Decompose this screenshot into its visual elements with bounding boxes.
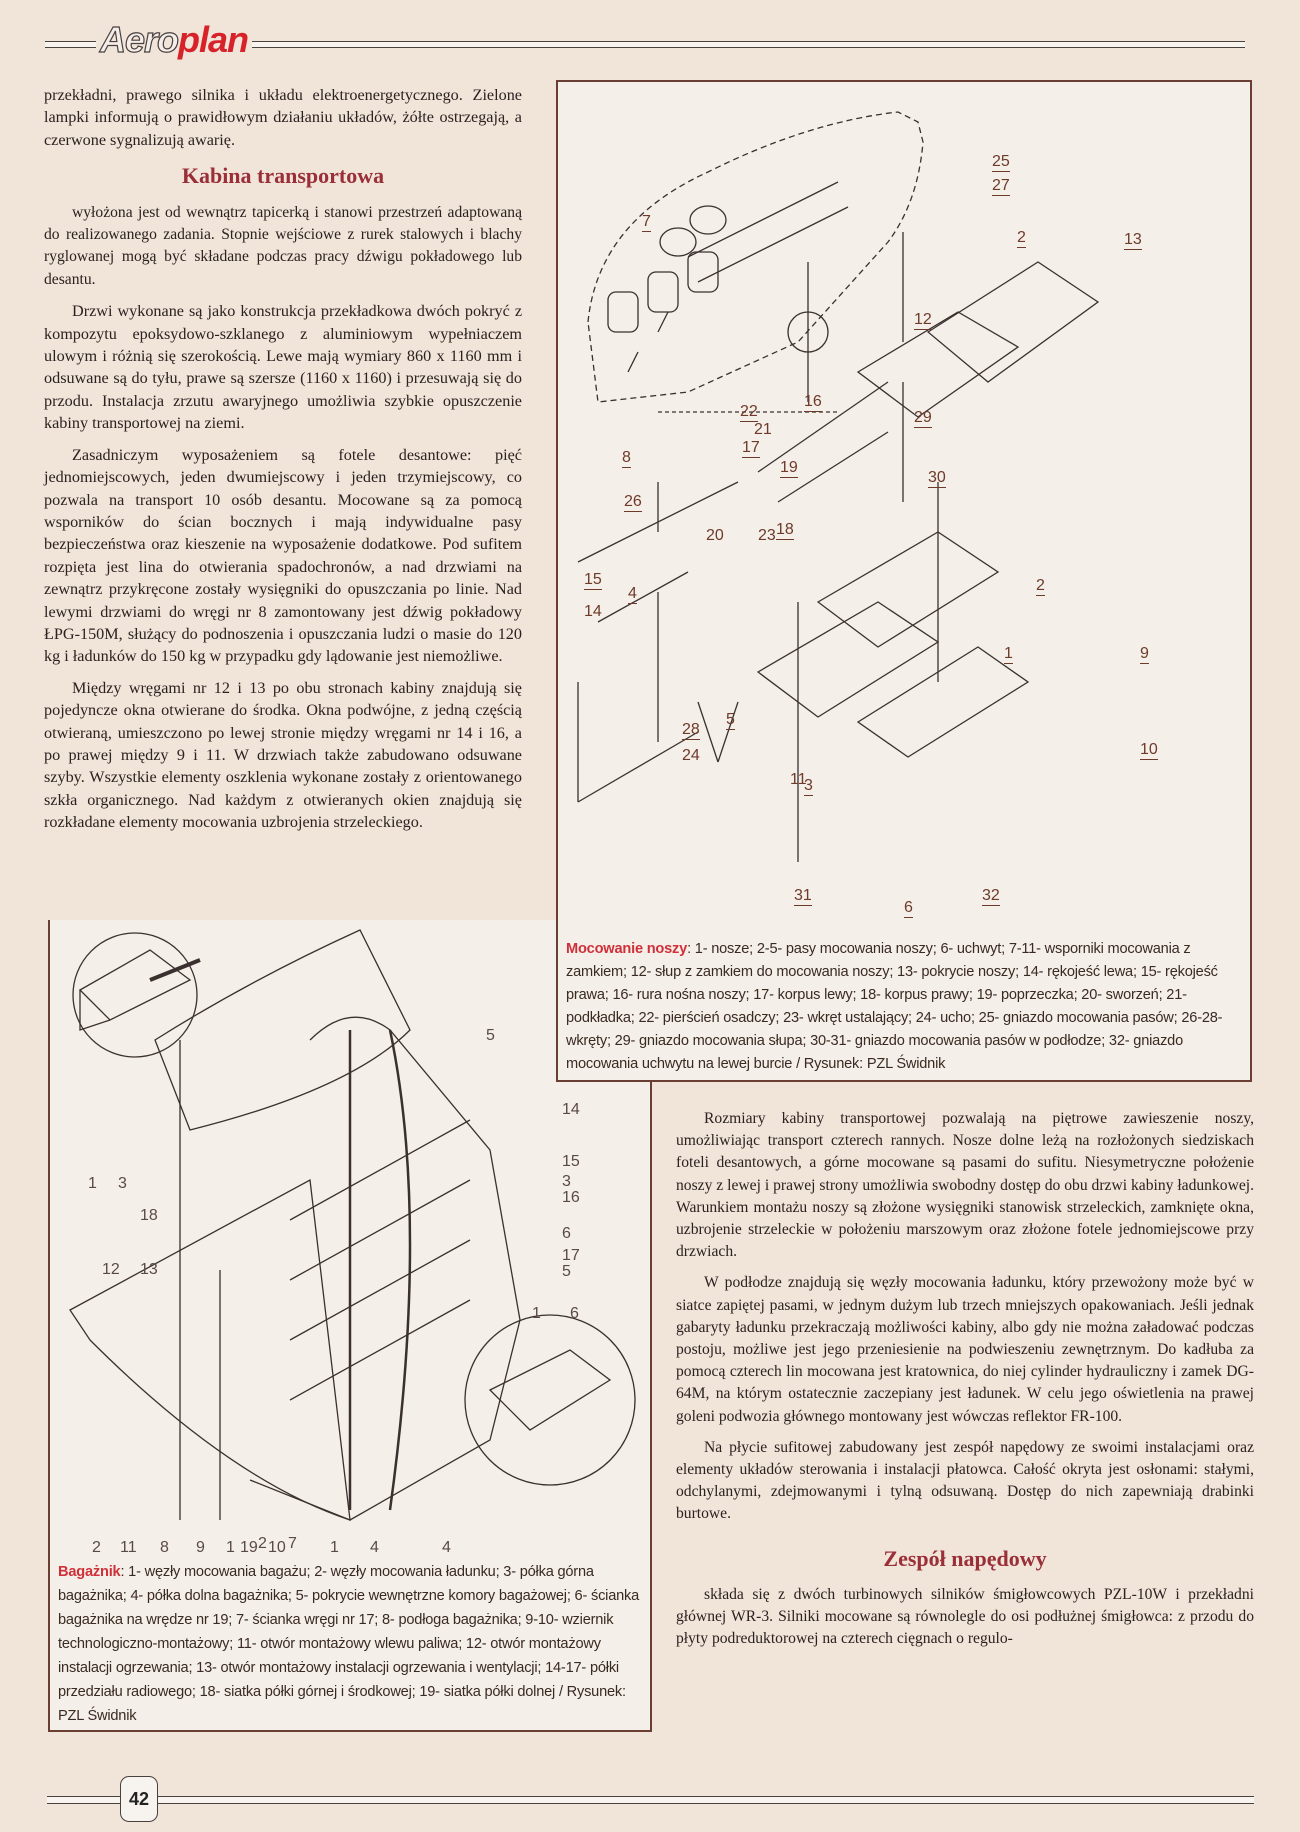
luggage-label-5: 5 <box>486 1027 495 1044</box>
luggage-label-17: 17 <box>562 1247 580 1264</box>
luggage-label-10: 10 <box>268 1539 286 1556</box>
caption-title: Mocowanie noszy <box>566 941 688 957</box>
left-column <box>44 84 522 843</box>
callout-25: 25 <box>992 153 1010 170</box>
intro-paragraph: przekładni, prawego silnika i układu elektroenergetycznego. Zielone lampki informują o prawidłowym działaniu układów, żółte ostrzegają, a czerwone sygnalizują awarię. <box>44 86 522 149</box>
paragraph: Rozmiary kabiny transportowej pozwalają na piętrowe zawieszenie noszy, umożliwiając transport czterech rannych. Nosze dolne leżą na rozłożonych siedziskach foteli desantowych, a górne mocowane są pasami do sufitu. Niesymetryczne położenie noszy z lewej i prawej strony umożliwia swobodny dostęp do obu drzwi kabiny ładunkowej. Warunkiem montażu noszy są złożone wysięgniki stanowisk strzeleckich, zamknięte okna, uzbrojenie strzeleckie w położeniu marszowym oraz złożone fotele jednomiejscowe przy drzwiach. <box>676 1110 1254 1261</box>
luggage-label-12: 12 <box>102 1261 120 1278</box>
luggage-label-4b: 4 <box>442 1539 451 1556</box>
callout-10: 10 <box>1140 741 1158 758</box>
callout-1: 1 <box>1004 645 1013 662</box>
callout-16: 16 <box>804 393 822 410</box>
callout-2: 2 <box>1017 229 1026 246</box>
paragraph: Drzwi wykonane są jako konstrukcja przekładkowa dwóch pokryć z kompozytu epoksydowo-szklanego z aluminiowym wypełniaczem ulowym i różnią się szerokością. Lewe mają wymiary 860 x 1160 mm i odsuwane są do tyłu, prawe są szersze (1160 x 1160) i przesuwają się do przodu. Instalacja zrzutu awaryjnego umożliwia szybkie opuszczenie kabiny transportowej na ziemi. <box>44 302 522 433</box>
luggage-label-4: 4 <box>370 1539 379 1556</box>
logo-plan: plan <box>178 19 249 60</box>
paragraph: Zasadniczym wyposażeniem są fotele desantowe: pięć jednomiejscowych, jeden dwumiejscowy i jeden trzymiejscowy, co pozwala na transport 10 osób desantu. Mocowane są za pomocą wsporników do ścian bocznych i mają indywidualne pasy bezpieczeństwa oraz kieszenie na wyposażenie dodatkowe. Pod sufitem rozpięta jest lina do otwierania spadochronów, a nad drzwiami na zewnątrz przykręcone zostały wysięgniki do opuszczania po linie. Nad lewymi drzwiami do wręgi nr 8 zamontowany jest dźwig pokładowy ŁPG-150M, służący do podnoszenia i opuszczania ludzi o masie do 120 kg i ładunków do 150 kg w przypadku gdy lądowanie jest niemożliwe. <box>44 445 522 666</box>
caption-title: Bagażnik <box>58 1564 121 1580</box>
luggage-label-18: 18 <box>140 1207 158 1224</box>
magazine-logo <box>96 20 252 60</box>
callout-6: 6 <box>904 899 913 916</box>
luggage-label-11: 11 <box>120 1539 137 1556</box>
paragraph: wyłożona jest od wewnątrz tapicerką i stanowi przestrzeń adaptowaną do realizowanego zadania. Stopnie wejściowe z rurek stalowych i blachy ryglowanej mogą być składane podczas pracy dźwigu pokładowego lub desantu. <box>44 203 522 288</box>
luggage-detail-1: 1 <box>532 1305 541 1322</box>
luggage-label-15: 15 <box>562 1153 580 1170</box>
luggage-label-9: 9 <box>196 1539 205 1556</box>
callout-13: 13 <box>1124 231 1142 248</box>
luggage-detail-6: 6 <box>570 1305 579 1322</box>
callout-9: 9 <box>1140 645 1149 662</box>
paragraph: Na płycie sufitowej zabudowany jest zespół napędowy ze swoimi instalacjami oraz elementy układów sterowania i instalacji płatowca. Całość okryta jest osłonami: stałymi, odchylanymi, zdejmowanymi i tylną odsuwaną. Dostęp do nich zapewniają drabinki burtowe. <box>676 1438 1254 1523</box>
page-number: 42 <box>120 1776 158 1822</box>
caption-luggage <box>58 1560 646 1728</box>
right-column <box>676 1108 1254 1659</box>
callout-2-lower: 2 <box>1036 577 1045 594</box>
callout-21: 21 <box>754 421 772 438</box>
callout-8: 8 <box>622 449 631 466</box>
luggage-label-19: 19 <box>240 1539 258 1556</box>
callout-24: 24 <box>682 747 700 764</box>
caption-body: : 1- nosze; 2-5- pasy mocowania noszy; 6- uchwyt; 7-11- wsporniki mocowania z zamkiem; 12- słup z zamkiem do mocowania noszy; 13- pokrycie noszy; 14- rękojeść lewa; 15- rękojeść prawa; 16- rura nośna noszy; 17- korpus lewy; 18- korpus prawy; 19- poprzeczka; 20- sworzeń; 21- podkładka; 22- pierścień osadczy; 23- wkręt ustalający; 24- ucho; 25- gniazdo mocowania pasów; 26-28- wkręty; 29- gniazdo mocowania słupa; 30-31- gniazdo mocowania pasów w podłodze; 32- gniazdo mocowania uchwytu na lewej burcie / Rysunek: PZL Świdnik <box>566 941 1223 1072</box>
luggage-label-3r: 3 <box>562 1173 571 1190</box>
callout-22: 22 <box>740 403 758 420</box>
callout-32: 32 <box>982 887 1000 904</box>
callout-19: 19 <box>780 459 798 476</box>
luggage-label-6: 6 <box>562 1225 571 1242</box>
section-title-kabina: Kabina transportowa <box>181 163 385 189</box>
luggage-label-7: 7 <box>288 1535 297 1552</box>
callout-26: 26 <box>624 493 642 510</box>
callout-18: 18 <box>776 521 794 538</box>
stretcher-diagram <box>558 82 1250 942</box>
paragraph: składa się z dwóch turbinowych silników śmigłowcowych PZL-10W i przekładni głównej WR-3. Silniki mocowane są równolegle do osi podłużnej śmigłowca: z przodu do płyty podreduktorowej na czterech cięgnach o regulo- <box>676 1585 1254 1648</box>
luggage-label-1: 1 <box>88 1175 97 1192</box>
section-title-zespol: Zespół napędowy <box>883 1545 1047 1571</box>
callout-15: 15 <box>584 571 602 588</box>
luggage-label-14: 14 <box>562 1101 580 1118</box>
luggage-label-2b: 2 <box>258 1535 267 1552</box>
footer-rule <box>47 1796 1254 1804</box>
callout-12: 12 <box>914 311 932 328</box>
callout-4: 4 <box>628 585 637 602</box>
caption-stretcher <box>566 938 1244 1076</box>
luggage-label-13: 13 <box>140 1261 158 1278</box>
paragraph: Między wręgami nr 12 i 13 po obu stronach kabiny znajdują się pojedyncze okna otwierane do środka. Okna podwójne, z jedną częścią otwieraną, umieszczono po lewej stronie między wręgami nr 14 i 16, a po prawej między 9 i 11. W drzwiach także zabudowano odsuwane szyby. Wszystkie elementy oszklenia wykonane zostały z orientowanego szkła organicznego. Nad każdym z otwieranych okien znajdują się rozkładane elementy mocowania uzbrojenia strzeleckiego. <box>44 678 522 832</box>
callout-30: 30 <box>928 469 946 486</box>
callout-20: 20 <box>706 527 724 544</box>
callout-14: 14 <box>584 603 602 620</box>
callout-29: 29 <box>914 409 932 426</box>
luggage-label-2: 2 <box>92 1539 101 1556</box>
luggage-label-3: 3 <box>118 1175 127 1192</box>
callout-27: 27 <box>992 177 1010 194</box>
luggage-label-1b: 1 <box>226 1539 235 1556</box>
logo-aero: Aero <box>100 19 179 60</box>
callout-23: 23 <box>758 527 776 544</box>
paragraph: W podłodze znajdują się węzły mocowania ładunku, który przewożony może być w siatce zapiętej pasami, w jednym dużym lub trzech mniejszych opakowaniach. Jeśli jednak gabaryty ładunku przekraczają możliwości kabiny, albo gdy nie można załadować podczas postoju, możliwe jest jego przeniesienie na podwieszeniu zewnętrznym. Do kadłuba za pomocą czterech lin mocowana jest kratownica, do niej cylinder hydrauliczny i zamek DG-64M, na którym ostatecznie zaczepiany jest ładunek. W celu jego oświetlenia na prawej goleni podwozia głównego montowany jest wówczas reflektor FR-100. <box>676 1274 1254 1425</box>
callout-7: 7 <box>642 213 651 230</box>
callout-11: 11 <box>790 771 807 788</box>
luggage-label-5r: 5 <box>562 1263 571 1280</box>
caption-body: : 1- węzły mocowania bagażu; 2- węzły mocowania ładunku; 3- półka górna bagażnika; 4- półka dolna bagażnika; 5- pokrycie wewnętrzne komory bagażowej; 6- ścianka bagażnika na wrędze nr 19; 7- ścianka wręgi nr 17; 8- podłoga bagażnika; 9-10- wziernik technologiczno-montażowy; 11- otwór montażowy wlewu paliwa; 12- otwór montażowy instalacji ogrzewania; 13- otwór montażowy instalacji ogrzewania i wentylacji; 14-17- półki przedziału radiowego; 18- siatka półki górnej i środkowej; 19- siatka półki dolnej / Rysunek: PZL Świdnik <box>58 1564 640 1724</box>
callout-31: 31 <box>794 887 812 904</box>
figure-stretcher-mounting <box>556 80 1252 1082</box>
callout-17: 17 <box>742 439 760 456</box>
callout-5: 5 <box>726 711 735 728</box>
callout-28: 28 <box>682 721 700 738</box>
luggage-label-8: 8 <box>160 1539 169 1556</box>
luggage-label-16: 16 <box>562 1189 580 1206</box>
luggage-label-1c: 1 <box>330 1539 339 1556</box>
callout-3: 3 <box>804 777 813 794</box>
